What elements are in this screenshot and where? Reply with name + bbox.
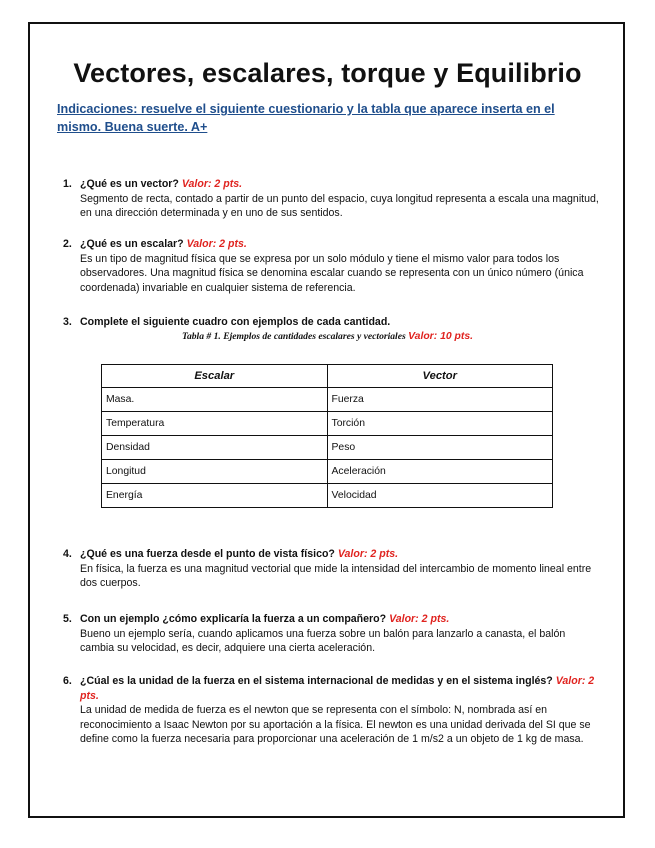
question-number: 5. (63, 613, 72, 625)
question-3 (63, 315, 600, 330)
question-value: Valor: 2 pts. (337, 548, 399, 560)
question-value: Valor: 2 pts. (389, 613, 450, 625)
question-1 (63, 177, 600, 221)
table-caption-value: Valor: 10 pts. (408, 331, 473, 342)
question-number: 1. (63, 178, 72, 190)
question-4 (63, 547, 600, 591)
page-title: Vectores, escalares, torque y Equilibrio (73, 58, 582, 88)
question-text: ¿Cúal es la unidad de la fuerza en el sistema internacional de medidas y en el sistema inglés? (80, 675, 553, 687)
table-row (102, 460, 553, 484)
table-row (102, 484, 553, 508)
table-cell: Densidad (102, 436, 328, 460)
table-cell: Energía (102, 484, 328, 508)
question-number: 2. (63, 238, 72, 250)
question-2 (63, 237, 600, 295)
question-text: Con un ejemplo ¿cómo explicaría la fuerza a un compañero? (80, 613, 387, 625)
table-header-row (102, 365, 553, 388)
table-cell: Fuerza (327, 388, 553, 412)
answer-text: La unidad de medida de fuerza es el newton que se representa con el símbolo: N, nombrada así en reconocimiento a Isaac Newton por su aportación a la física. El newton es una unidad derivada del SI que se define como la fuerza necesaria para proporcionar una aceleración de 1 m/s2 a un objeto de 1 kg de masa. (80, 704, 591, 746)
question-text: ¿Qué es un vector? (80, 178, 179, 190)
question-text: Complete el siguiente cuadro con ejemplos de cada cantidad. (80, 316, 391, 328)
answer-text: Segmento de recta, contado a partir de un punto del espacio, cuya longitud representa a escala una magnitud, en una dirección determinada y en uno de sus sentidos. (80, 192, 599, 220)
table-cell: Velocidad (327, 484, 553, 508)
table-cell: Aceleración (327, 460, 553, 484)
table-cell: Temperatura (102, 412, 328, 436)
table-row (102, 412, 553, 436)
header-escalar: Escalar (102, 365, 328, 388)
question-number: 4. (63, 548, 72, 560)
table-caption (0, 331, 655, 342)
question-text: ¿Qué es una fuerza desde el punto de vista físico? (80, 548, 335, 560)
question-text: ¿Qué es un escalar? (80, 238, 184, 250)
question-number: 6. (63, 675, 72, 687)
question-6 (63, 674, 600, 747)
answer-text: En física, la fuerza es una magnitud vectorial que mide la intensidad del intercambio de momento lineal entre dos cuerpos. (80, 562, 592, 590)
question-value: Valor: 2 pts. (181, 178, 243, 190)
answer-text: Bueno un ejemplo sería, cuando aplicamos una fuerza sobre un balón para lanzarlo a canasta, el balón cambia su velocidad, es decir, adquiere una cierta aceleración. (80, 627, 566, 655)
table-cell: Longitud (102, 460, 328, 484)
question-value: Valor: 2 pts. (80, 675, 595, 702)
instructions-text: Indicaciones: resuelve el siguiente cuestionario y la tabla que aparece inserta en el mismo. Buena suerte. A+ (57, 102, 555, 134)
table-row (102, 388, 553, 412)
table-row (102, 436, 553, 460)
quantities-table (101, 364, 553, 508)
question-5 (63, 612, 600, 656)
table-cell: Peso (327, 436, 553, 460)
answer-text: Es un tipo de magnitud física que se expresa por un solo módulo y tiene el mismo valor para todos los observadores. Una magnitud física se denomina escalar cuando se representa con un único número (única coordenada) invariable en cualquier sistema de referencia. (80, 252, 584, 294)
question-value: Valor: 2 pts. (186, 238, 247, 250)
question-number: 3. (63, 316, 72, 328)
table-cell: Masa. (102, 388, 328, 412)
table-cell: Torción (327, 412, 553, 436)
table-caption-text: Tabla # 1. Ejemplos de cantidades escalares y vectoriales (181, 331, 406, 342)
header-vector: Vector (327, 365, 553, 388)
